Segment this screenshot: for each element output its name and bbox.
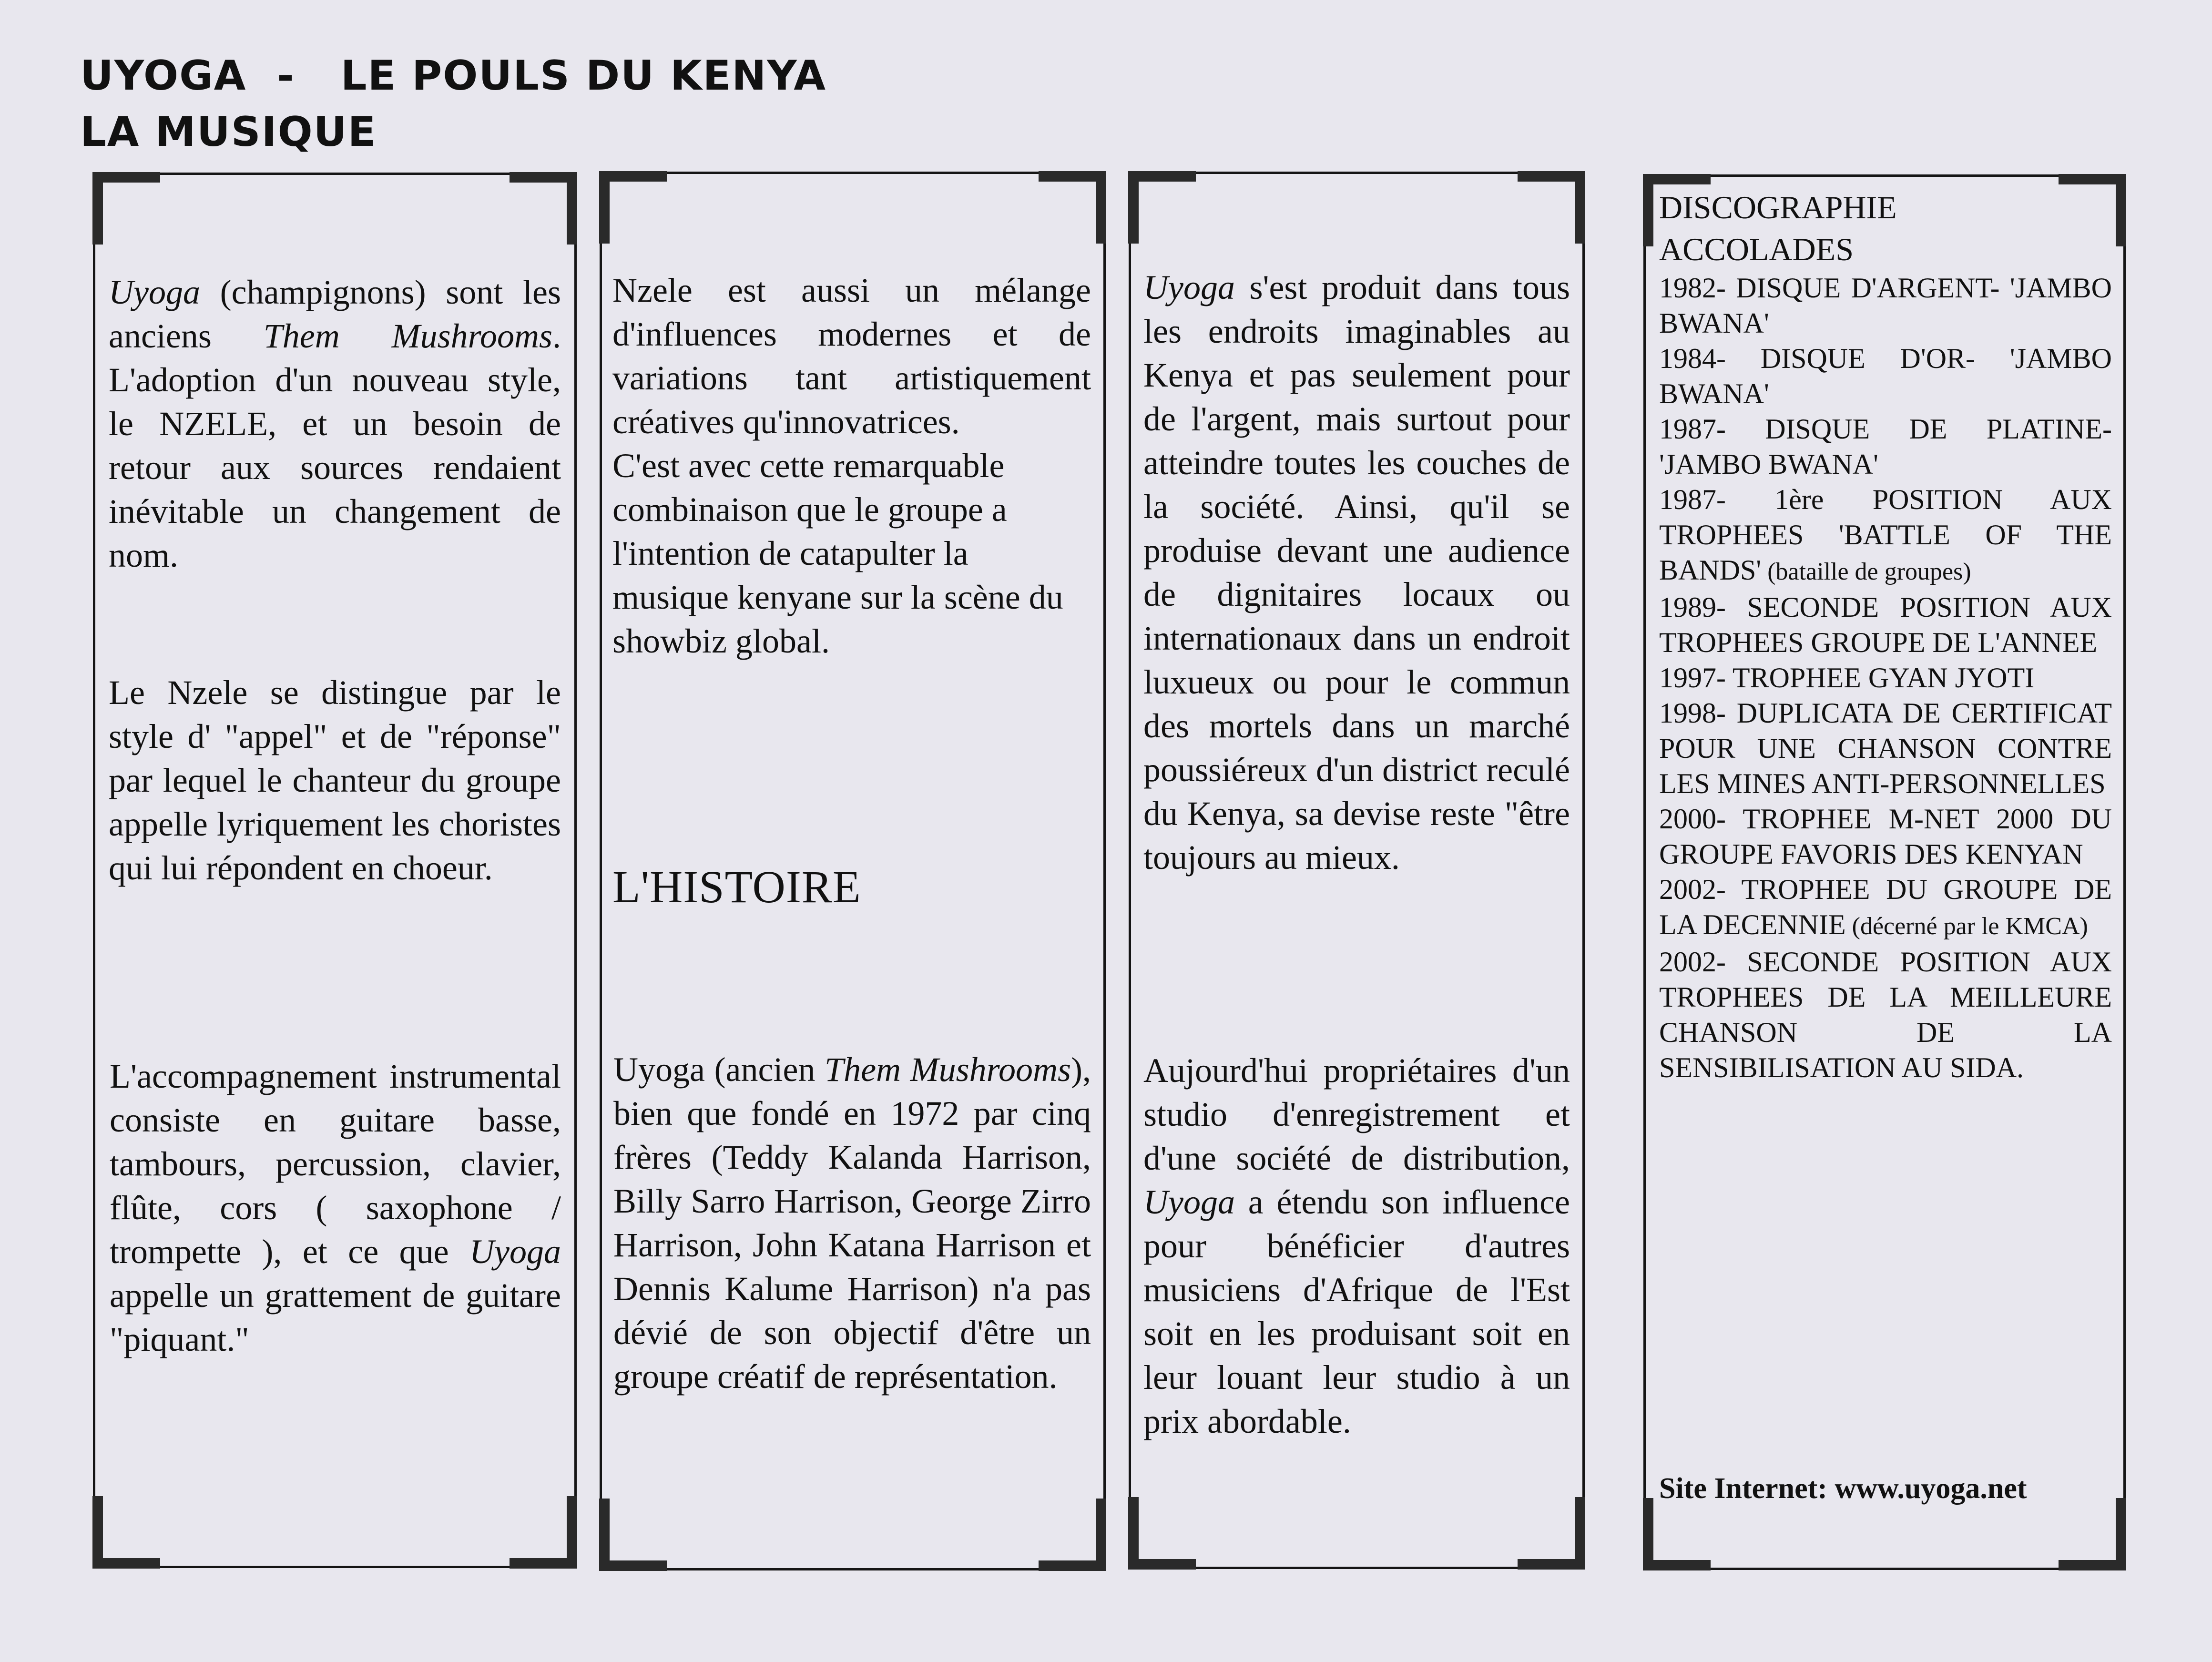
text: Le Nzele se distingue par le style d' "appel" et de "réponse" par lequel le chanteur du groupe appelle lyriquement les choristes qui lui répondent en choeur.	[109, 673, 561, 887]
italic-text: Them Mushrooms	[263, 317, 552, 355]
frame-corner	[2059, 1498, 2126, 1570]
website-link[interactable]: Site Internet: www.uyoga.net	[1659, 1472, 2027, 1505]
frame-corner	[1039, 171, 1106, 244]
accolade-year: 2000-	[1659, 803, 1726, 835]
panel-histoire	[600, 172, 1106, 1570]
italic-text: Uyoga	[1143, 1183, 1235, 1221]
accolades-title: ACCOLADES	[1659, 231, 1854, 267]
italic-text: Uyoga	[469, 1233, 561, 1271]
text: L'accompagnement instrumental consiste en guitare basse, tambours, percussion, clavier, flûte, cors ( saxophone / trompette ), et ce que	[110, 1057, 561, 1271]
accolade-text: TROPHEE M-NET 2000 DU GROUPE FAVORIS DES KENYAN	[1659, 803, 2112, 870]
accolade-year: 2002-	[1659, 874, 1726, 905]
accolade-entry	[1659, 482, 2112, 590]
panel-performances	[1129, 172, 1585, 1569]
frame-corner	[1128, 1497, 1196, 1570]
accolade-text: 1ère POSITION AUX TROPHEES 'BATTLE OF THE BANDS'	[1659, 484, 2112, 586]
text: Nzele est aussi un mélange d'influences modernes et de variations tant artistiquement créatives qu'innovatrices.	[612, 271, 1091, 441]
accolade-entry	[1659, 660, 2112, 695]
paragraph-combinaison	[612, 444, 1091, 663]
accolade-text: DISQUE DE PLATINE- 'JAMBO BWANA'	[1659, 413, 2112, 480]
text: a étendu son influence pour bénéficier d'autres musiciens d'Afrique de l'Est soit en les produisant soit en leur louant leur studio à un prix abordable.	[1143, 1183, 1570, 1440]
frame-corner	[1643, 1498, 1711, 1570]
text: s'est produit dans tous les endroits imaginables au Kenya et pas seulement pour de l'argent, mais surtout pour atteindre toutes les couches de la société. Ainsi, qu'il se produise devant une audience de dignitaires locaux ou internationaux dans un endroit luxueux ou pour le commun des mortels dans un marché poussiéreux d'un district reculé du Kenya, sa devise reste "être toujours au mieux.	[1143, 268, 1570, 877]
accolade-entry	[1659, 801, 2112, 872]
accolade-note: (bataille de groupes)	[1761, 558, 1971, 585]
accolade-year: 1989-	[1659, 591, 1726, 623]
frame-corner	[510, 172, 577, 245]
text: ), bien que fondé en 1972 par cinq frères (Teddy Kalanda Harrison, Billy Sarro Harrison, George Zirro Harrison, John Katana Harrison et Dennis Kalume Harrison) n'a pas dévié de son objectif d'être un groupe créatif de représentation.	[613, 1050, 1091, 1396]
discography-list	[1659, 186, 2112, 1085]
frame-corner	[1039, 1499, 1106, 1571]
panel-discographie	[1643, 174, 2126, 1570]
italic-text: Them Mushrooms	[825, 1050, 1071, 1089]
accolade-year: 1998-	[1659, 697, 1726, 729]
accolade-text: TROPHEE DU GROUPE DE LA DECENNIE	[1659, 874, 2112, 940]
frame-corner	[1128, 171, 1196, 244]
paragraph-studio	[1143, 1049, 1570, 1443]
accolade-year: 1982-	[1659, 272, 1726, 304]
accolade-text: DISQUE D'OR- 'JAMBO BWANA'	[1659, 343, 2112, 409]
paragraph-intro	[109, 270, 561, 577]
page-header	[80, 48, 826, 160]
accolade-entry	[1659, 944, 2112, 1085]
paragraph-accompagnement	[110, 1054, 561, 1361]
paragraph-fondation	[613, 1048, 1091, 1398]
accolade-entry	[1659, 341, 2112, 411]
section-title-histoire: L'HISTOIRE	[612, 861, 861, 912]
accolade-text: DUPLICATA DE CERTIFICAT POUR UNE CHANSON CONTRE LES MINES ANTI-PERSONNELLES	[1659, 697, 2112, 799]
accolade-note: (décerné par le KMCA)	[1845, 913, 2088, 940]
accolade-entry	[1659, 411, 2112, 482]
accolade-year: 1997-	[1659, 662, 1726, 693]
frame-corner	[1518, 1497, 1585, 1570]
accolade-year: 2002-	[1659, 946, 1726, 978]
accolade-year: 1987-	[1659, 413, 1726, 445]
panel-la-musique	[93, 173, 577, 1568]
frame-corner	[92, 172, 160, 245]
text: Aujourd'hui propriétaires d'un studio d'enregistrement et d'une société de distribution,	[1143, 1051, 1570, 1177]
text: . L'adoption d'un nouveau style, le NZELE, et un besoin de retour aux sources rendaient inévitable un changement de nom.	[109, 317, 561, 574]
paragraph-melange	[612, 268, 1091, 444]
accolade-text: TROPHEE GYAN JYOTI	[1725, 662, 2035, 693]
frame-corner	[1518, 171, 1585, 244]
header-title: UYOGA - LE POULS DU KENYA	[80, 52, 826, 100]
text: Uyoga (ancien	[613, 1050, 825, 1089]
text: appelle un grattement de guitare "piquant."	[110, 1276, 561, 1358]
accolade-text: SECONDE POSITION AUX TROPHEES GROUPE DE L'ANNEE	[1659, 591, 2112, 658]
accolade-year: 1987-	[1659, 484, 1726, 515]
italic-text: Uyoga	[1143, 268, 1235, 306]
discography-title: DISCOGRAPHIE	[1659, 189, 1897, 225]
accolade-entry	[1659, 590, 2112, 660]
frame-corner	[599, 1499, 667, 1571]
accolade-entry	[1659, 872, 2112, 944]
text: (champignons) sont les anciens	[109, 273, 561, 355]
accolade-entry	[1659, 270, 2112, 341]
paragraph-nzele	[109, 671, 561, 890]
text: C'est avec cette remarquable combinaison que le groupe a l'intention de catapulter la musique kenyane sur la scène du showbiz global.	[612, 447, 1063, 660]
accolade-entry	[1659, 695, 2112, 801]
frame-corner	[92, 1496, 160, 1569]
frame-corner	[510, 1496, 577, 1569]
paragraph-performances	[1143, 265, 1570, 879]
header-subtitle: LA MUSIQUE	[80, 108, 377, 156]
accolade-text: DISQUE D'ARGENT- 'JAMBO BWANA'	[1659, 272, 2112, 339]
italic-text: Uyoga	[109, 273, 200, 311]
accolade-text: SECONDE POSITION AUX TROPHEES DE LA MEILLEURE CHANSON DE LA SENSIBILISATION AU SIDA.	[1659, 946, 2112, 1083]
frame-corner	[599, 171, 667, 244]
accolade-year: 1984-	[1659, 343, 1726, 374]
